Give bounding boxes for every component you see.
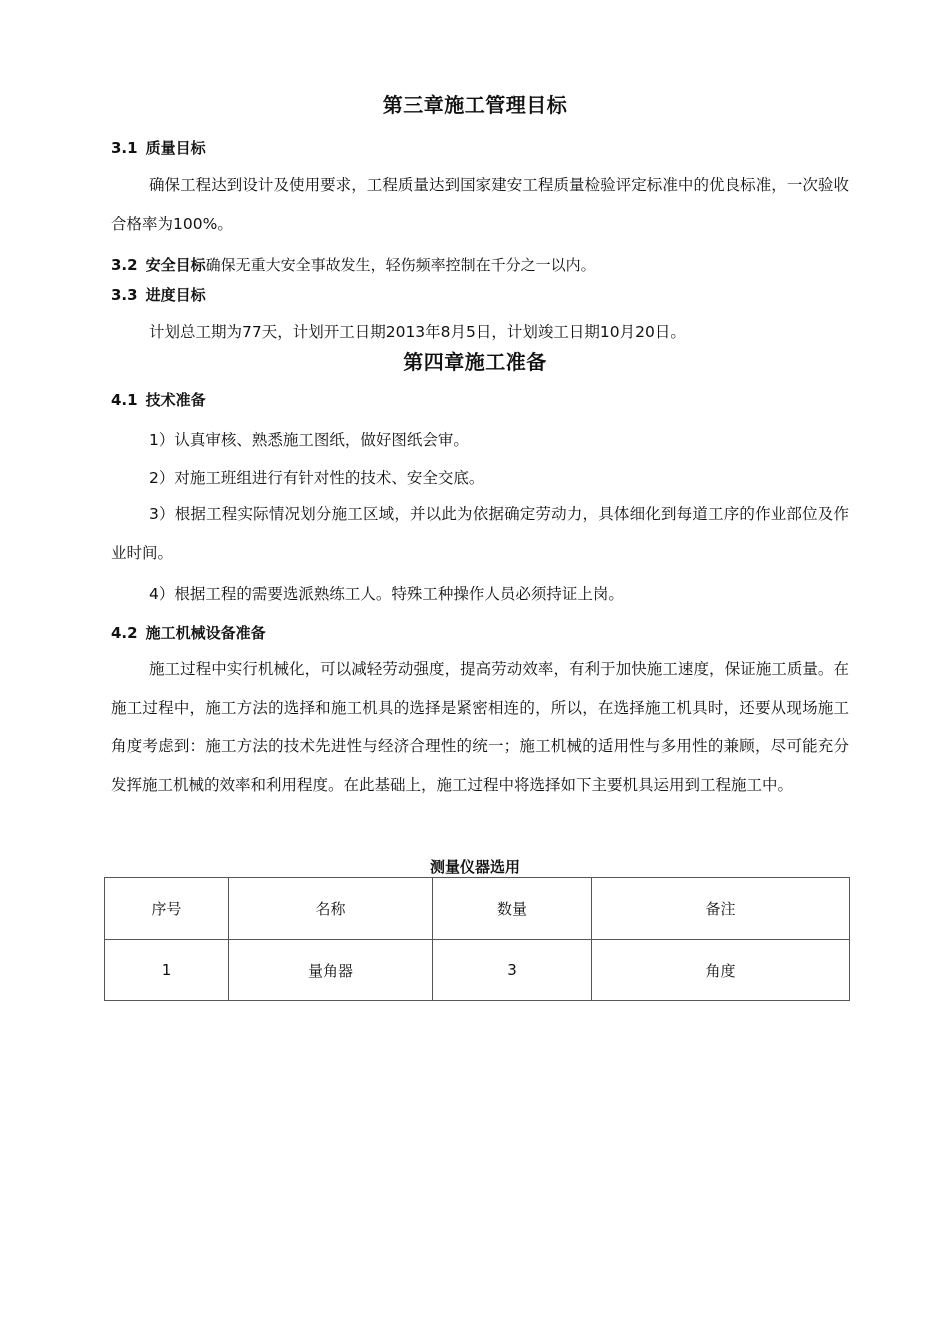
- section-title: 进度目标: [145, 286, 206, 304]
- list-item: 2）对施工班组进行有针对性的技术、安全交底。: [149, 469, 485, 487]
- header-cell: 数量: [433, 878, 592, 940]
- section-title: 技术准备: [145, 391, 206, 409]
- section-number: 3.2: [111, 256, 138, 274]
- section-title: 质量目标: [145, 139, 206, 157]
- section-3-2-heading: [111, 254, 596, 275]
- chapter-3-title: 第三章施工管理目标: [382, 93, 568, 117]
- quality-goal-paragraph: 确保工程达到设计及使用要求，工程质量达到国家建安工程质量检验评定标准中的优良标准，一次验收合格率为100%。: [111, 176, 849, 233]
- section-number: 3.3: [111, 286, 138, 304]
- machinery-paragraph: 施工过程中实行机械化，可以减轻劳动强度，提高劳动效率，有利于加快施工速度，保证施工质量。在施工过程中，施工方法的选择和施工机具的选择是紧密相连的，所以，在选择施工机具时，还要从现场施工角度考虑到：施工方法的技术先进性与经济合理性的统一；施工机械的适用性与多用性的兼顾，尽可能充分发挥施工机械的效率和利用程度。在此基础上，施工过程中将选择如下主要机具运用到工程施工中。: [111, 660, 849, 794]
- measuring-instruments-table: [104, 877, 850, 1001]
- table-caption: 测量仪器选用: [429, 858, 520, 876]
- section-3-3-heading: [111, 284, 206, 305]
- header-cell: 序号: [105, 878, 229, 940]
- section-title: 安全目标: [145, 256, 206, 274]
- table-row: [105, 940, 850, 1001]
- table-cell: 1: [105, 940, 229, 1001]
- section-4-2-heading: [111, 622, 266, 643]
- safety-goal-text: 确保无重大安全事故发生，轻伤频率控制在千分之一以内。: [205, 256, 596, 274]
- header-cell: 备注: [592, 878, 850, 940]
- table-cell: 量角器: [229, 940, 433, 1001]
- table-cell: 角度: [592, 940, 850, 1001]
- schedule-goal-paragraph: 计划总工期为77天，计划开工日期2013年8月5日，计划竣工日期10月20日。: [149, 323, 686, 341]
- list-item: 1）认真审核、熟悉施工图纸，做好图纸会审。: [149, 431, 469, 449]
- chapter-4-title: 第四章施工准备: [403, 350, 547, 374]
- list-item: 3）根据工程实际情况划分施工区域，并以此为依据确定劳动力，具体细化到每道工序的作业部位及作业时间。: [111, 505, 849, 562]
- section-4-1-heading: [111, 389, 206, 410]
- list-item: 4）根据工程的需要选派熟练工人。特殊工种操作人员必须持证上岗。: [149, 585, 624, 603]
- section-number: 3.1: [111, 139, 138, 157]
- section-number: 4.2: [111, 624, 138, 642]
- section-3-1-heading: [111, 137, 206, 158]
- section-number: 4.1: [111, 391, 138, 409]
- table-cell: 3: [433, 940, 592, 1001]
- table-header-row: [105, 878, 850, 940]
- header-cell: 名称: [229, 878, 433, 940]
- section-title: 施工机械设备准备: [145, 624, 266, 642]
